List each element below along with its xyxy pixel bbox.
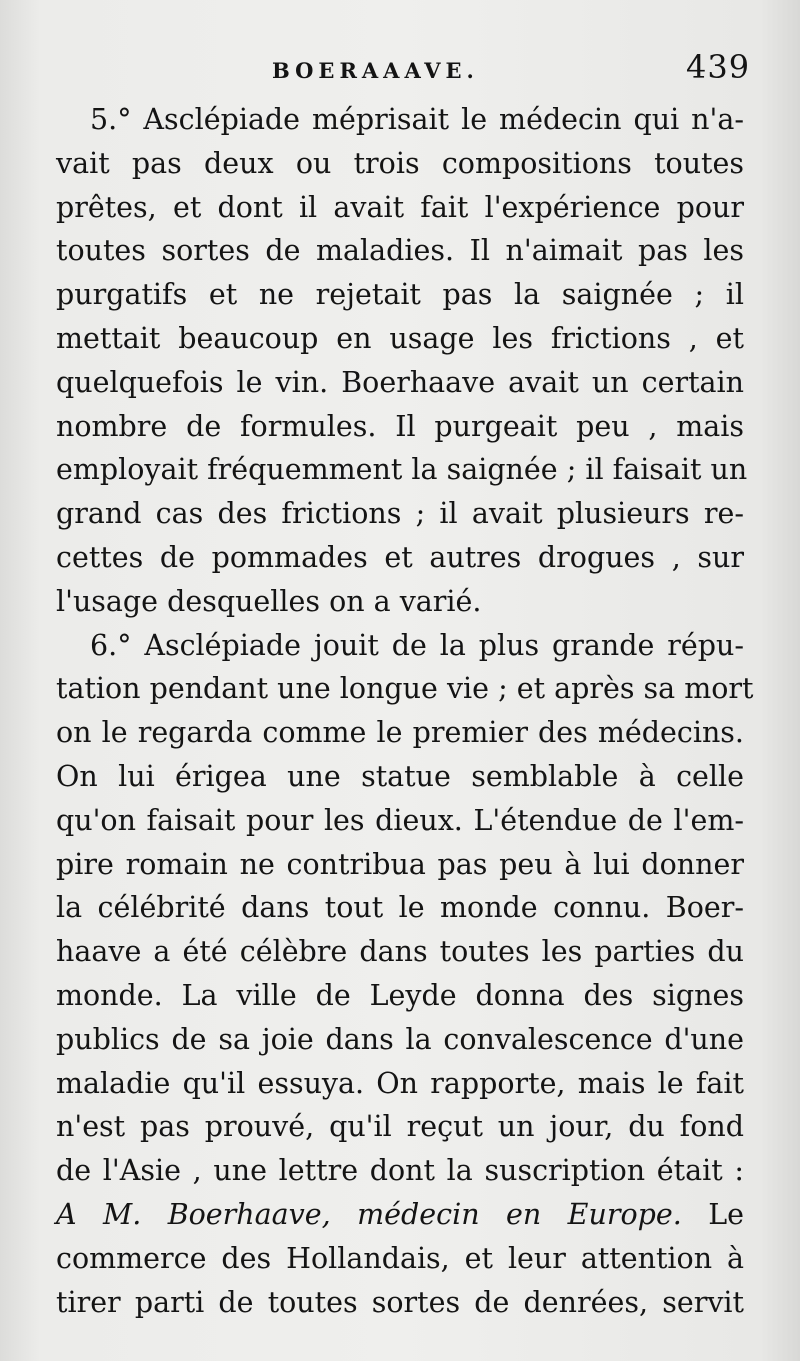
text-line: On lui érigea une statue semblable à celle: [56, 759, 744, 793]
text-line: haave a été célèbre dans toutes les parties du: [56, 935, 744, 969]
text-line: 5.° Asclépiade méprisait le médecin qui n'a-: [90, 103, 744, 136]
body-text: [56, 98, 754, 1324]
text-line: qu'on faisait pour les dieux. L'étendue de l'em-: [56, 803, 744, 837]
text-line: mettait beaucoup en usage les frictions , et: [56, 321, 744, 355]
text-line: tirer parti de toutes sortes de denrées, servit: [56, 1285, 744, 1319]
text-fragment: Le: [708, 1197, 745, 1231]
page-number: 439: [686, 48, 751, 86]
text-line: grand cas des frictions ; il avait plusieurs re-: [56, 497, 744, 531]
text-line: l'usage desquelles on a varié.: [56, 584, 482, 618]
text-line: cettes de pommades et autres drogues , sur: [56, 540, 744, 574]
italic-address-part: médecin en Europe.: [357, 1197, 682, 1231]
text-line: maladie qu'il essuya. On rapporte, mais le fait: [56, 1066, 744, 1100]
text-line: on le regarda comme le premier des médecins.: [56, 716, 744, 750]
text-line: prêtes, et dont il avait fait l'expérience pour: [56, 190, 744, 224]
text-line: employait fréquemment la saignée ; il faisait un: [56, 453, 748, 487]
text-line: la célébrité dans tout le monde connu. Boer-: [56, 891, 744, 925]
italic-address-part: A M. Boerhaave,: [56, 1197, 331, 1231]
text-line-italic-address: [56, 1193, 744, 1237]
text-line: publics de sa joie dans la convalescence d'une: [56, 1022, 744, 1056]
text-line: purgatifs et ne rejetait pas la saignée ; il: [56, 278, 744, 312]
text-line: tation pendant une longue vie ; et après sa mort: [56, 672, 754, 706]
text-line: monde. La ville de Leyde donna des signes: [56, 978, 744, 1012]
running-title: BOERAAAVE.: [272, 58, 479, 83]
text-line: pire romain ne contribua pas peu à lui donner: [56, 847, 744, 881]
text-line: de l'Asie , une lettre dont la suscription était :: [56, 1154, 744, 1188]
text-line: quelquefois le vin. Boerhaave avait un certain: [56, 365, 744, 399]
text-line: commerce des Hollandais, et leur attention à: [56, 1241, 744, 1275]
text-line: n'est pas prouvé, qu'il reçut un jour, du fond: [56, 1110, 744, 1144]
page-header: [0, 48, 800, 88]
text-line: vait pas deux ou trois compositions toutes: [56, 146, 744, 180]
text-line: nombre de formules. Il purgeait peu , mais: [56, 409, 744, 443]
text-line: 6.° Asclépiade jouit de la plus grande répu-: [90, 628, 744, 662]
text-line: toutes sortes de maladies. Il n'aimait pas les: [56, 234, 744, 268]
